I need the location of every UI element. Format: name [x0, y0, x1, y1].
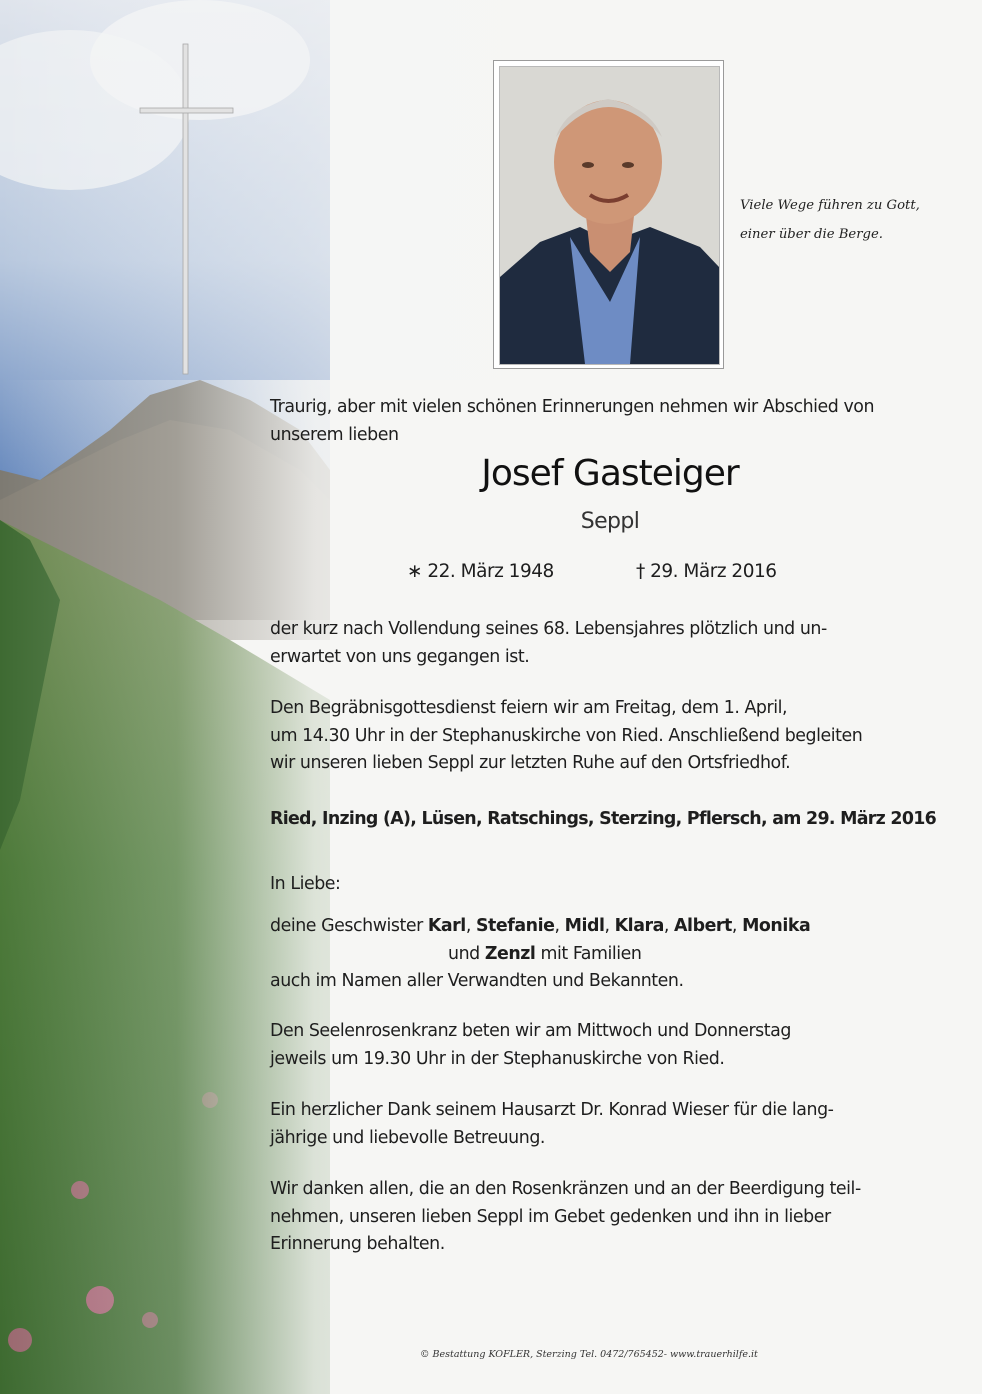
family-line-3: auch im Namen aller Verwandten und Bekannten. — [270, 971, 684, 991]
quote-line-2: einer über die Berge. — [740, 227, 883, 242]
family-name: Albert — [674, 916, 732, 936]
rosary-text — [270, 1018, 791, 1073]
thanks-doctor-text — [270, 1097, 834, 1152]
family-name: Klara — [614, 916, 664, 936]
family-list — [270, 913, 810, 996]
funeral-text — [270, 695, 862, 778]
thanks-doctor-line-1: Ein herzlicher Dank seinem Hausarzt Dr. Konrad Wieser für die lang- — [270, 1100, 834, 1120]
family-line-1: deine Geschwister Karl, Stefanie, Midl, Klara, Albert, Monika — [270, 916, 811, 936]
thanks-all-text — [270, 1176, 861, 1259]
quote-line-1: Viele Wege führen zu Gott, — [740, 198, 920, 213]
thanks-all-line-3: Erinnerung behalten. — [270, 1234, 445, 1254]
intro-line-1: Traurig, aber mit vielen schönen Erinnerungen nehmen wir Abschied von — [270, 397, 875, 417]
death-text-line-2: erwartet von uns gegangen ist. — [270, 646, 530, 667]
family-name: Zenzl — [484, 943, 536, 964]
in-love-label: In Liebe: — [270, 874, 341, 894]
family-name: Karl — [427, 916, 466, 936]
intro-text — [270, 394, 874, 449]
rosary-line-2: jeweils um 19.30 Uhr in der Stephanuskirche von Ried. — [270, 1048, 725, 1069]
thanks-doctor-line-2: jährige und liebevolle Betreuung. — [270, 1127, 545, 1148]
family-name: Monika — [742, 916, 811, 936]
cross-icon — [0, 0, 260, 384]
funeral-line-3: wir unseren lieben Seppl zur letzten Ruhe auf den Ortsfriedhof. — [270, 753, 791, 773]
family-name: Midl — [564, 916, 605, 936]
family-line-2: und Zenzl mit Familien — [448, 943, 642, 964]
death-text-line-1: der kurz nach Vollendung seines 68. Lebensjahres plötzlich und un- — [270, 619, 827, 639]
portrait-frame — [493, 60, 724, 369]
place-date: Ried, Inzing (A), Lüsen, Ratschings, Sterzing, Pflersch, am 29. März 2016 — [270, 809, 937, 829]
deceased-name: Josef Gasteiger — [481, 453, 739, 494]
rosary-line-1: Den Seelenrosenkranz beten wir am Mittwoch und Donnerstag — [270, 1021, 791, 1041]
portrait-photo — [499, 66, 720, 365]
family-prefix: deine Geschwister — [270, 916, 423, 936]
death-text — [270, 616, 827, 671]
birth-date: ∗ 22. März 1948 — [407, 561, 554, 582]
deceased-nickname: Seppl — [580, 509, 640, 534]
thanks-all-line-1: Wir danken allen, die an den Rosenkränzen und an der Beerdigung teil- — [270, 1179, 861, 1199]
family-name: Stefanie — [475, 916, 555, 936]
quote — [740, 191, 970, 249]
death-date: † 29. März 2016 — [636, 561, 777, 582]
funeral-line-1: Den Begräbnisgottesdienst feiern wir am Freitag, dem 1. April, — [270, 698, 788, 718]
thanks-all-line-2: nehmen, unseren lieben Seppl im Gebet gedenken und ihn in lieber — [270, 1206, 831, 1227]
funeral-line-2: um 14.30 Uhr in der Stephanuskirche von Ried. Anschließend begleiten — [270, 725, 863, 746]
intro-line-2: unserem lieben — [270, 424, 399, 445]
footer-credit: © Bestattung KOFLER, Sterzing Tel. 0472/765452- www.trauerhilfe.it — [420, 1349, 758, 1360]
